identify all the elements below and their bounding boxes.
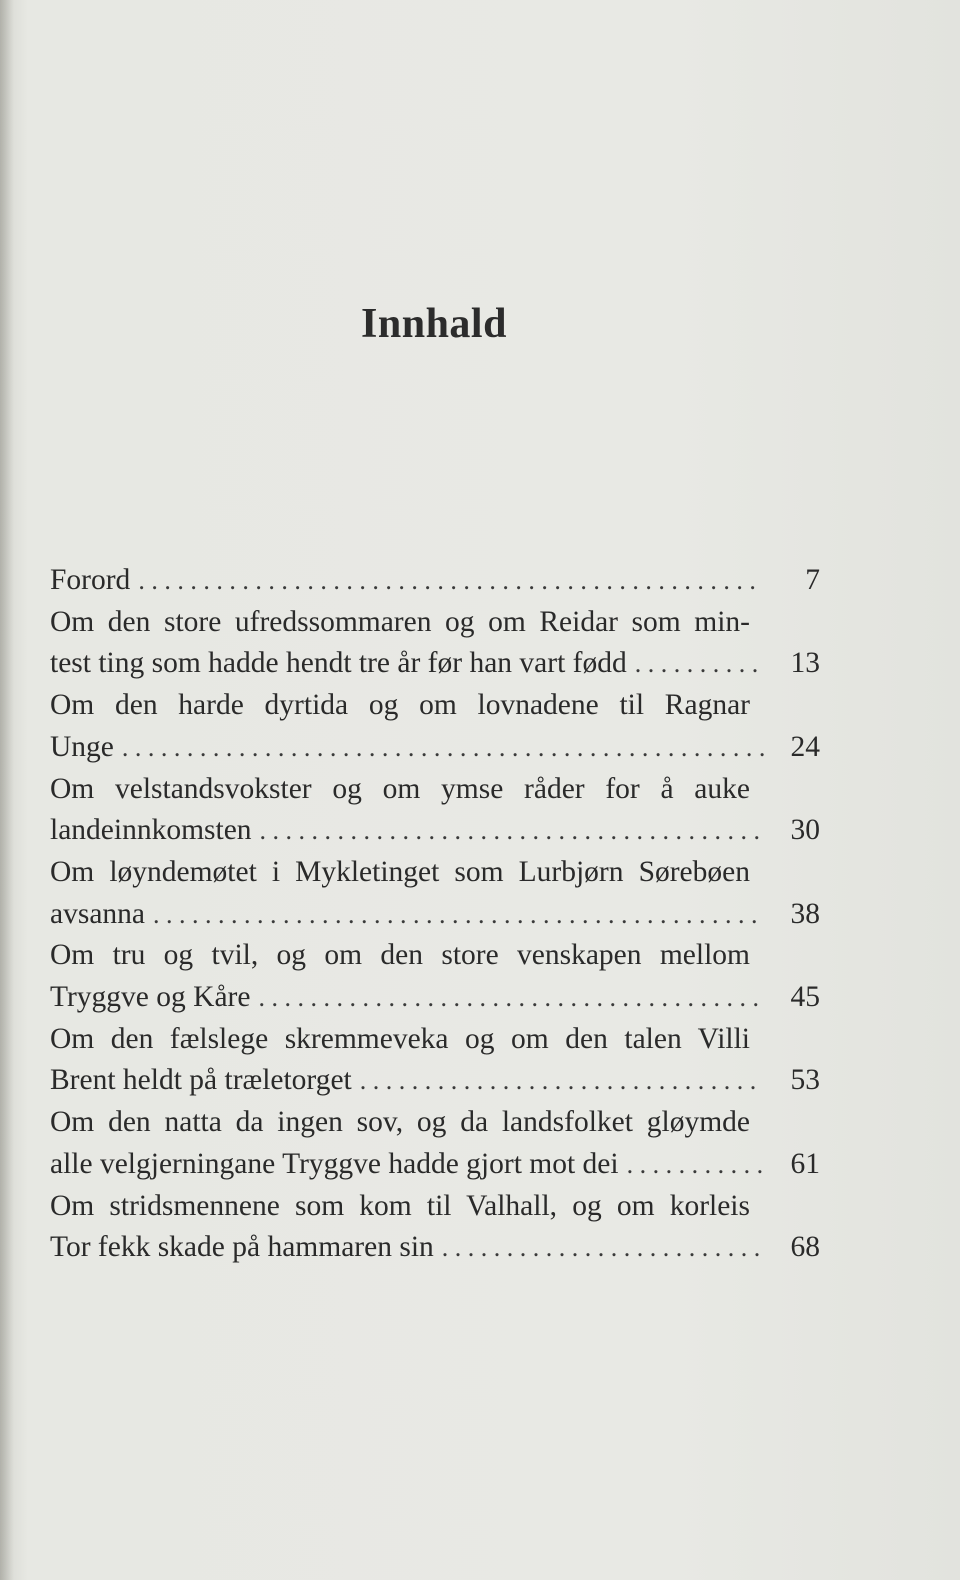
page-title: Innhald (361, 301, 507, 347)
toc-entry-title-line: test ting som hadde hendt tre år før han vart fødd (50, 647, 627, 680)
toc-entry-title-line: Tryggve og Kåre (50, 981, 251, 1014)
toc-entry-title-line: Om den store ufredssommaren og om Reidar som min- (50, 605, 750, 638)
dot-leader (138, 560, 764, 602)
toc-page-number: 7 (805, 564, 820, 596)
toc-page-number: 38 (790, 897, 820, 930)
toc-entry-title: Forord (50, 564, 131, 596)
toc-entry-title-line: Om tru og tvil, og om den store venskapen mellom (50, 939, 750, 972)
dot-leader (360, 1060, 764, 1102)
toc-entry (50, 1186, 820, 1269)
toc-page-number: 45 (790, 981, 820, 1014)
dot-leader (153, 894, 764, 936)
toc-entry-title-line: alle velgjerningane Tryggve hadde gjort mot dei (50, 1147, 619, 1180)
dot-leader (627, 1144, 764, 1186)
toc-entry (50, 852, 820, 935)
toc-page-number: 61 (790, 1147, 820, 1180)
toc-entry (50, 769, 820, 852)
toc-page-number: 68 (790, 1231, 820, 1264)
toc-page-number: 30 (790, 814, 820, 847)
toc-entry-title-line: Om den harde dyrtida og om lovnadene til Ragnar (50, 689, 750, 722)
toc-entry-title-line: Om løyndemøtet i Mykletinget som Lurbjørn Sørebøen (50, 855, 750, 888)
page-gutter-shadow (0, 0, 14, 1580)
toc-entry-title-line: Unge (50, 730, 114, 763)
toc-entry-title-line: Om den fælslege skremmeveka og om den talen Villi (50, 1022, 750, 1055)
dot-leader (635, 643, 764, 685)
toc-entry (50, 1102, 820, 1185)
toc-page-number: 24 (790, 730, 820, 763)
dot-leader (442, 1227, 764, 1269)
toc-entry-title-line: Om velstandsvokster og om ymse råder for å auke (50, 772, 750, 805)
toc-entry-title-line: landeinnkomsten (50, 814, 252, 847)
toc-entry (50, 560, 820, 602)
toc-entry-title-line: Om stridsmennene som kom til Valhall, og om korleis (50, 1189, 750, 1222)
toc-entry-title-line: avsanna (50, 897, 146, 930)
toc-entry-title-line: Brent heldt på træletorget (50, 1064, 352, 1097)
dot-leader (122, 727, 764, 769)
toc-entry (50, 1019, 820, 1102)
toc-entry (50, 602, 820, 685)
toc-entry-title-line: Om den natta da ingen sov, og da landsfolket gløymde (50, 1106, 750, 1139)
toc-entry (50, 935, 820, 1018)
toc-entry-title-line: Tor fekk skade på hammaren sin (50, 1231, 434, 1264)
dot-leader (258, 977, 764, 1019)
toc-entry (50, 685, 820, 768)
toc-page-number: 53 (790, 1064, 820, 1097)
toc-page-number: 13 (790, 647, 820, 680)
table-of-contents (50, 560, 820, 1269)
dot-leader (260, 810, 764, 852)
